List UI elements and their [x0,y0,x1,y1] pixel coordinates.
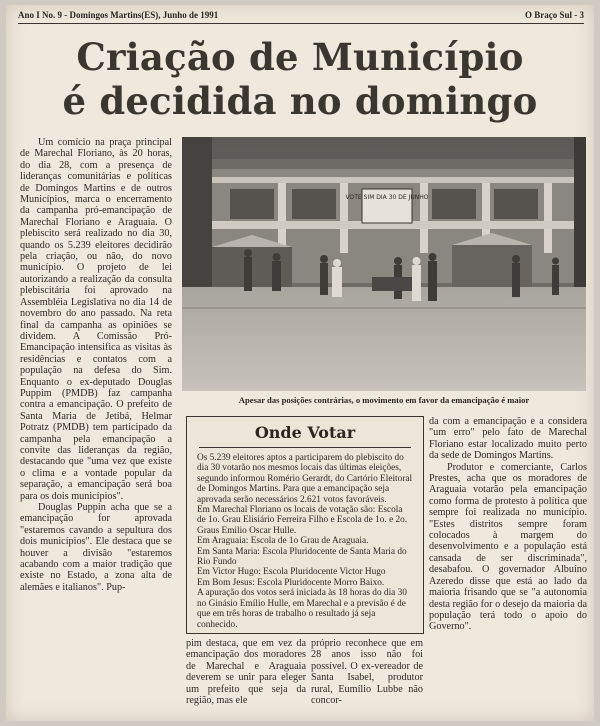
article-column-1 [20,137,172,707]
box-body [187,453,423,630]
photo-caption: Apesar das posições contrárias, o movimento em favor da emancipação é maior [238,395,530,405]
article-paragraph: próprio reconhece que em 28 anos isso não foi possível. O ex-vereador de Santa Isabel, produtor rural, Eumílio Lubbe não concor- [311,638,423,707]
issue-info: Ano I No. 9 - Domingos Martins(ES), Junho de 1991 [18,10,219,20]
article-column-4 [429,416,587,716]
article-paragraph: Um comício na praça principal de Marechal Floriano, às 20 horas, do dia 28, com a presença de lideranças comunitárias e políticas de Domingos Martins e de outros Municípios, marca o encerramento da campanha pró-emancipação de Marechal Floriano e Araguaia. O plebiscito será realizado no dia 30, quando os 5.239 eleitores decidirão pela criação, ou não, do novo município. O projeto de lei autorizando a realização da consulta plebiscitária foi aprovado na Assembléia Legislativa no dia 14 de novembro do ano passado. Na reta final da campanha as opiniões se dividem. A Comissão Pró-Emancipação intensifica as visitas às residências e contatos com a população na defesa do Sim. Enquanto o ex-deputado Douglas Puppim (PMDB) faz campanha contra a emancipação. O prefeito de Santa Maria de Jetibá, Helmar Potratz (PMDB) tem participado da campanha pela emancipação a convite das lideranças da região, destacando que "uma vez que existe o clima e a vontade popular da separação, a emancipação será boa para os dois municípios". [20,137,172,502]
box-paragraph: Em Marechal Floriano os locais de votação são: Escola de 1o. Grau Elisiário Ferreira Filho e Escola de 1o. e 2o. Graus Emilio Oscar Hulle. [197,505,408,536]
box-divider [199,447,411,448]
paper-name-page: O Braço Sul - 3 [524,10,584,20]
article-paragraph: da com a emancipação e a considera "um erro" pelo fato de Marechal Floriano estar localizado muito perto da sede de Domingos Martins. [429,416,587,462]
photo-illustration [182,137,586,391]
headline-line-1: Criação de Município [76,35,524,79]
news-photo [182,137,586,391]
article-paragraph: pim destaca, que em vez da emancipação dos moradores de Marechal e Araguaia deverem se unir para eleger um prefeito que seja da região, mas ele [186,638,306,707]
box-paragraph: A apuração dos votos será iniciada às 18 horas do dia 30 no Ginásio Emílio Hulle, em Marechal e a previsão é de que em três horas de trabalho o resultado já seja conhecido. [197,588,407,630]
box-paragraph: Em Bom Jesus: Escola Pluridocente Morro Baixo. [197,577,385,588]
headline [6,35,594,123]
sign-text: VOTE SIM DIA 30 DE JUNHO [345,194,429,201]
onde-votar-box [186,416,424,634]
box-paragraph: Os 5.239 eleitores aptos a participarem do plebiscito do dia 30 votarão nos mesmos locais das últimas eleições, segundo informou Romério Gerardt, do Cartório Eleitoral de Domingos Martins. Para que a emancipação seja aprovada serão necessários 2.621 votos favoráveis. [197,453,413,505]
box-paragraph: Em Santa Maria: Escola Pluridocente de Santa Maria do Rio Fundo [197,546,407,568]
page-header [18,9,584,24]
box-title: Onde Votar [254,423,356,442]
box-paragraph: Em Araguaia: Escola de 1o Grau de Araguaia. [197,536,369,547]
article-column-2 [186,638,306,718]
article-paragraph: Produtor e comerciante, Carlos Prestes, acha que os moradores de Araguaia votarão pela emancipação como forma de protesto à política que sempre foi realizada no município. "Estes distritos sempre foram colocados à margem do desenvolvimento e a população está cansada de ser discriminada", desabafou. O governador Albuíno Azeredo disse que está ao lado da maioria frisando que se "a autonomia desta região for o desejo da maioria da população terá todo o apoio do Governo". [429,461,587,633]
box-paragraph: Em Victor Hugo: Escola Pluridocente Victor Hugo [197,567,386,578]
headline-line-2: é decidida no domingo [62,79,538,123]
newspaper-page [6,5,594,721]
article-paragraph: Douglas Puppin acha que se a emancipação for aprovada "estaremos cavando a sepultura dos dois municípios". Ele destaca que se houver a divisão "estaremos acabando com a maior tradição que existe no Estado, a zona alta de alemães e italianos". Pup- [20,502,172,593]
article-column-3 [311,638,423,718]
